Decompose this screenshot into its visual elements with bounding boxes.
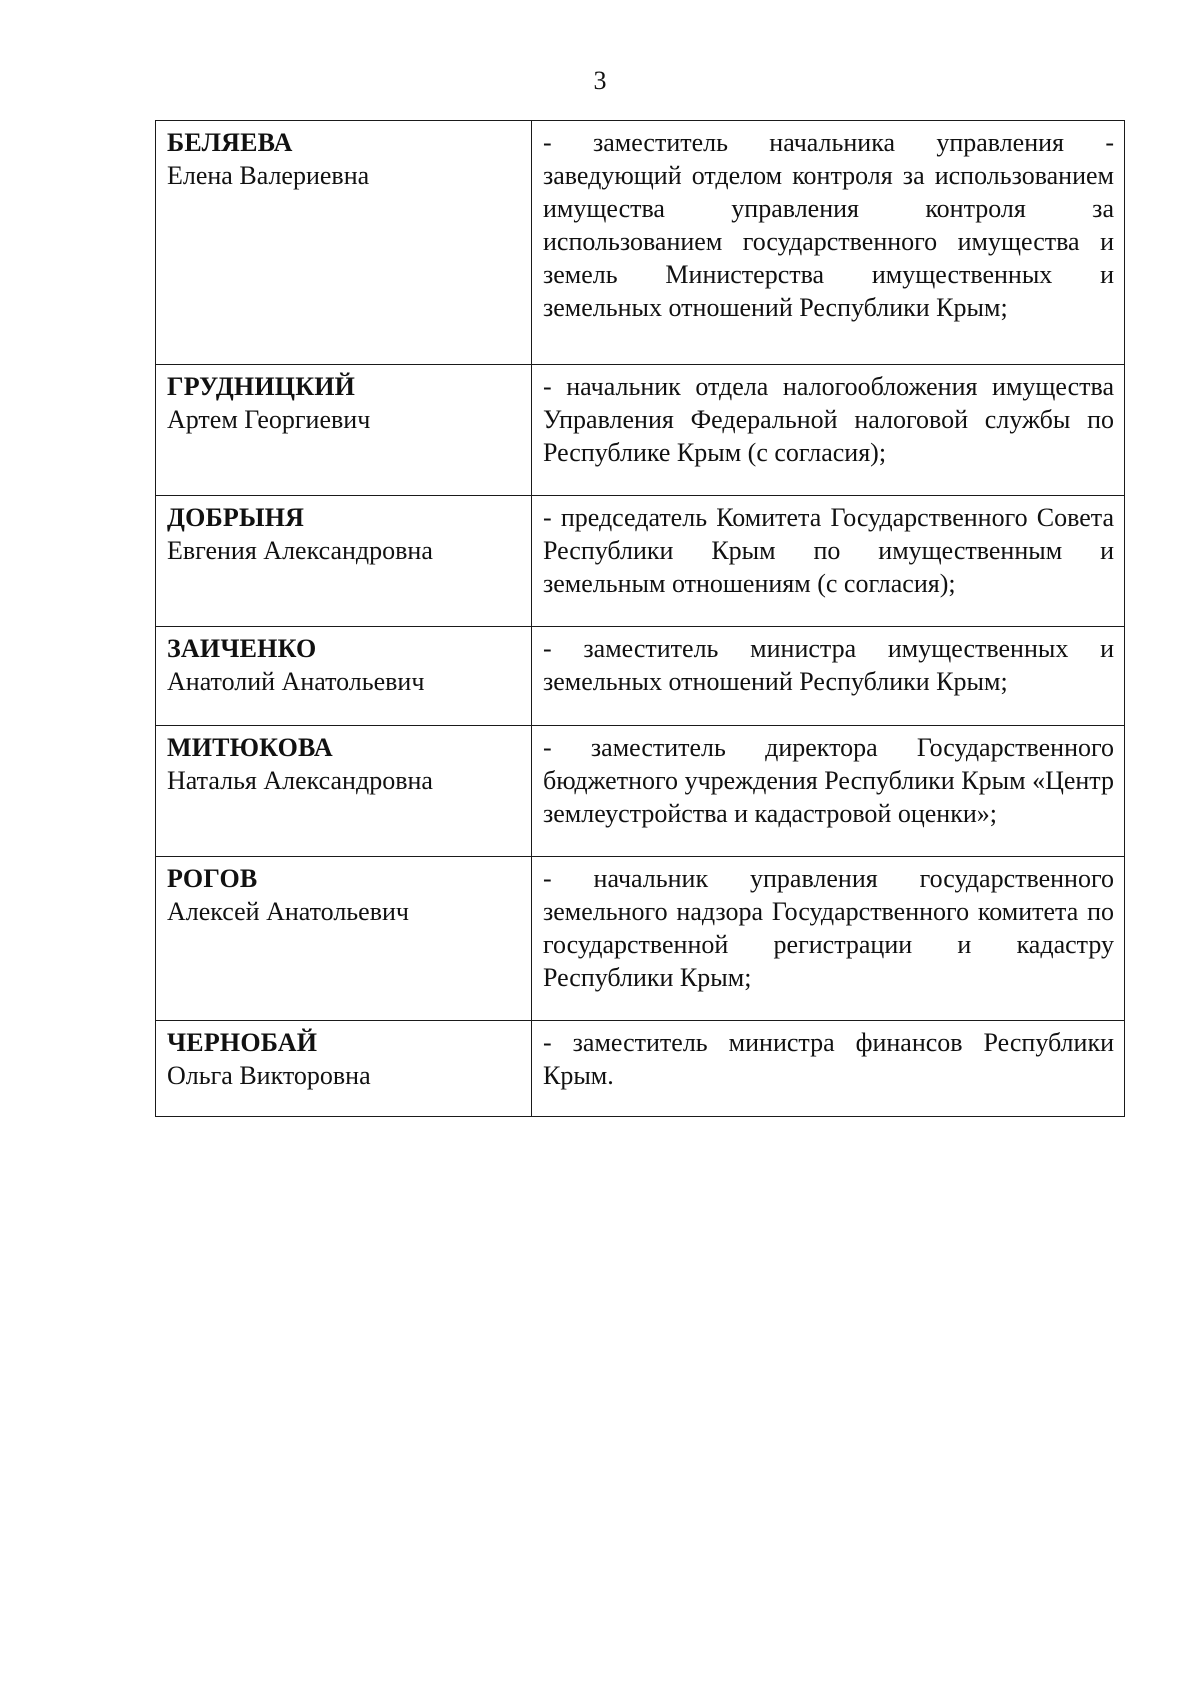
member-surname: ЗАИЧЕНКО <box>167 634 317 663</box>
members-table <box>155 120 1125 1117</box>
member-role: - начальник управления государственного земельного надзора Государственного комитета по государственной регистрации и кадастру Республики Крым; <box>532 857 1125 1021</box>
member-surname: БЕЛЯЕВА <box>167 128 293 157</box>
member-role: - председатель Комитета Государственного Совета Республики Крым по имущественным и земельным отношениям (с согласия); <box>532 496 1125 627</box>
table-row <box>156 496 1125 627</box>
member-surname: РОГОВ <box>167 864 258 893</box>
member-given-names: Наталья Александровна <box>167 766 433 795</box>
member-role: - начальник отдела налогообложения имущества Управления Федеральной налоговой службы по Республике Крым (с согласия); <box>532 365 1125 496</box>
member-given-names: Артем Георгиевич <box>167 405 371 434</box>
member-role: - заместитель директора Государственного бюджетного учреждения Республики Крым «Центр землеустройства и кадастровой оценки»; <box>532 726 1125 857</box>
member-given-names: Ольга Викторовна <box>167 1061 371 1090</box>
member-surname: ЧЕРНОБАЙ <box>167 1028 318 1057</box>
member-surname: МИТЮКОВА <box>167 733 333 762</box>
table-row <box>156 726 1125 857</box>
member-name-cell <box>156 1021 532 1117</box>
member-name-cell <box>156 857 532 1021</box>
table-row <box>156 365 1125 496</box>
member-role: - заместитель начальника управления - заведующий отделом контроля за использованием имущества управления контроля за использованием государственного имущества и земель Министерства имущественных и земельных отношений Республики Крым; <box>532 121 1125 365</box>
member-name-cell <box>156 121 532 365</box>
table-row <box>156 1021 1125 1117</box>
table-row <box>156 627 1125 726</box>
member-name-cell <box>156 627 532 726</box>
member-name-cell <box>156 726 532 857</box>
table-row <box>156 121 1125 365</box>
member-surname: ГРУДНИЦКИЙ <box>167 372 356 401</box>
member-given-names: Елена Валериевна <box>167 161 370 190</box>
member-given-names: Евгения Александровна <box>167 536 433 565</box>
member-name-cell <box>156 365 532 496</box>
member-given-names: Алексей Анатольевич <box>167 897 409 926</box>
member-given-names: Анатолий Анатольевич <box>167 667 425 696</box>
member-name-cell <box>156 496 532 627</box>
member-surname: ДОБРЫНЯ <box>167 503 305 532</box>
member-role: - заместитель министра имущественных и земельных отношений Республики Крым; <box>532 627 1125 726</box>
member-role: - заместитель министра финансов Республики Крым. <box>532 1021 1125 1117</box>
page-number: 3 <box>593 66 607 95</box>
table-row <box>156 857 1125 1021</box>
